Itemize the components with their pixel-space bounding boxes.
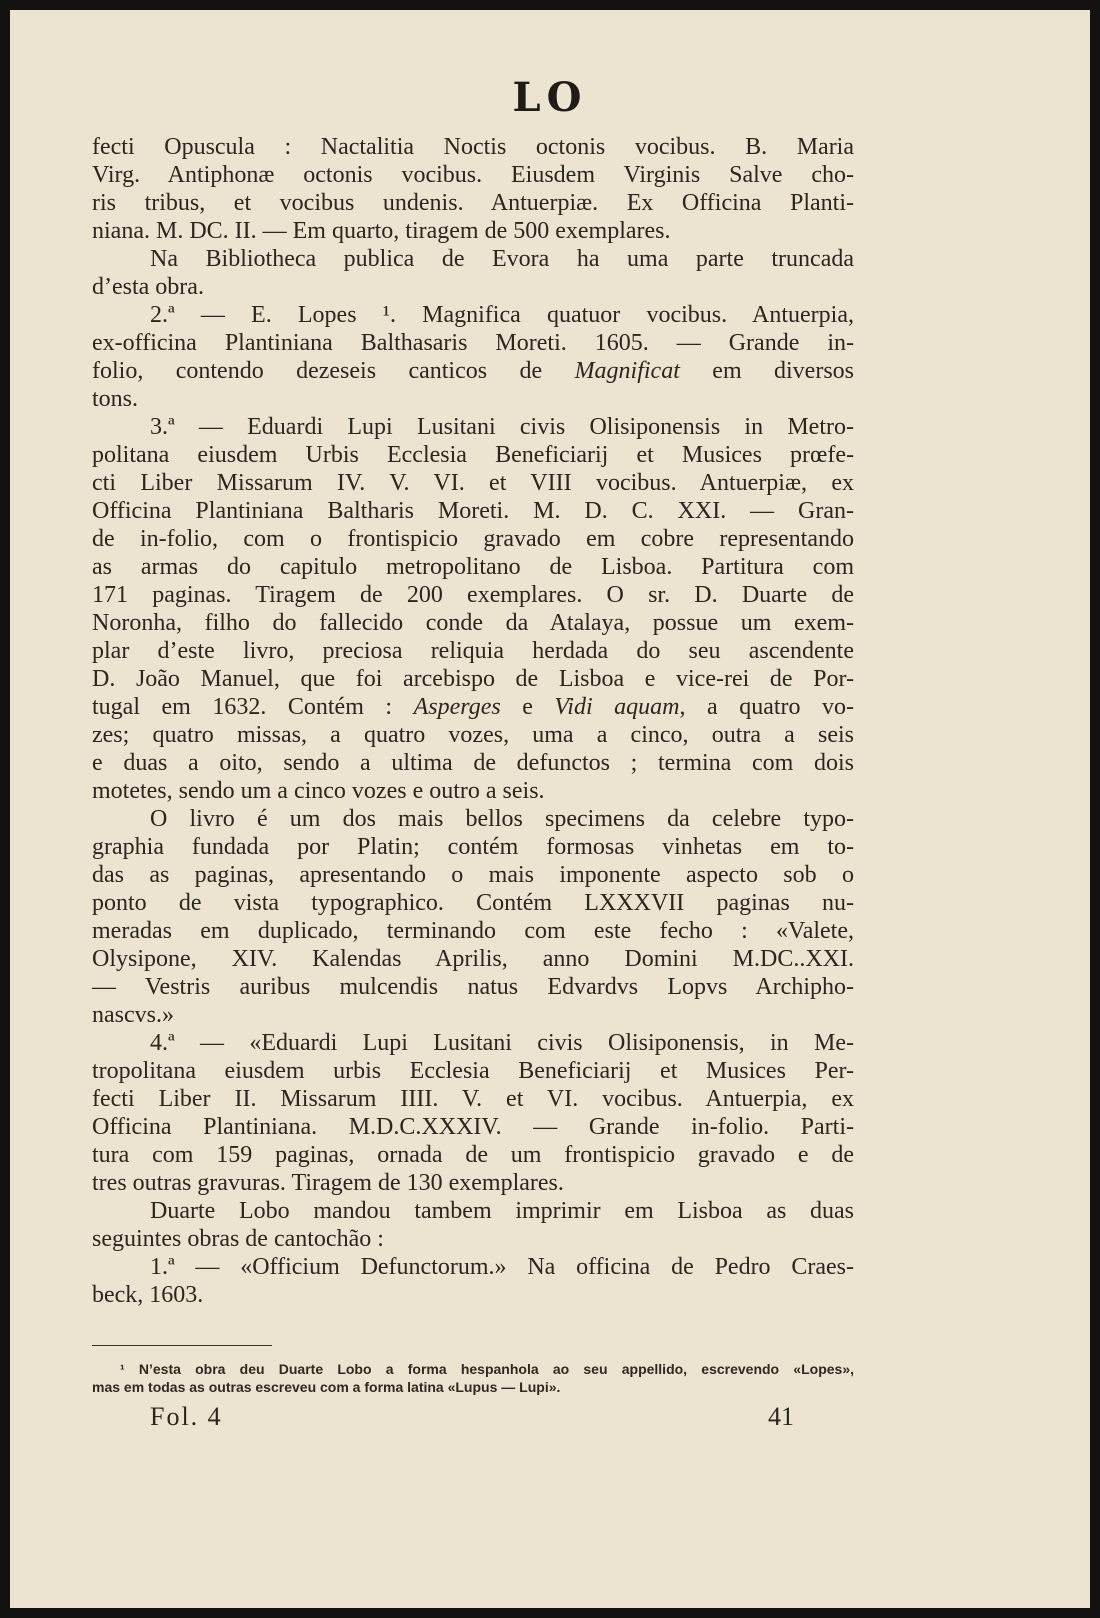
text-line: O livro é um dos mais bellos specimens da celebre typo-	[150, 806, 854, 832]
text-span: , a quatro vo-	[679, 694, 855, 720]
italic-title: Vidi aquam	[554, 694, 680, 720]
signature-mark: Fol. 4	[150, 1402, 223, 1431]
text-line: Virg. Antiphonæ octonis vocibus. Eiusdem Virginis Salve cho-	[92, 162, 854, 188]
text-line: graphia fundada por Platin; contém formosas vinhetas em to-	[92, 834, 854, 860]
running-header: LO	[512, 74, 588, 121]
text-line: meradas em duplicado, terminando com este fecho : «Valete,	[92, 918, 854, 944]
text-line: niana. M. DC. II. — Em quarto, tiragem de 500 exemplares.	[92, 218, 671, 244]
text-line: zes; quatro missas, a quatro vozes, uma a cinco, outra a seis	[92, 722, 854, 748]
text-line: e duas a oito, sendo a ultima de defunctos ; termina com dois	[92, 750, 854, 776]
text-line: 171 paginas. Tiragem de 200 exemplares. O sr. D. Duarte de	[92, 582, 854, 608]
text-line: cti Liber Missarum IV. V. VI. et VIII vocibus. Antuerpiæ, ex	[92, 470, 854, 496]
text-line: as armas do capitulo metropolitano de Lisboa. Partitura com	[92, 554, 854, 580]
text-line: D. João Manuel, que foi arcebispo de Lisboa e vice-rei de Por-	[92, 666, 854, 692]
text-line: tropolitana eiusdem urbis Ecclesia Beneficiarij et Musices Per-	[92, 1058, 854, 1084]
text-line: — Vestris auribus mulcendis natus Edvardvs Lopvs Archipho-	[92, 974, 854, 1000]
text-line: fecti Liber II. Missarum IIII. V. et VI. vocibus. Antuerpia, ex	[92, 1086, 854, 1112]
text-line: Officina Plantiniana Baltharis Moreti. M. D. C. XXI. — Gran-	[92, 498, 854, 524]
text-line: 3.ª — Eduardi Lupi Lusitani civis Olisiponensis in Metro-	[150, 414, 854, 440]
text-span: folio, contendo dezeseis canticos de	[92, 358, 543, 384]
text-line: Officina Plantiniana. M.D.C.XXXIV. — Grande in-folio. Parti-	[92, 1114, 854, 1140]
page-number: 41	[768, 1402, 794, 1431]
text-line: seguintes obras de cantochão :	[92, 1226, 384, 1252]
text-line: d’esta obra.	[92, 274, 204, 300]
footnote-line: ¹ N’esta obra deu Duarte Lobo a forma hespanhola ao seu appellido, escrevendo «Lopes»,	[120, 1361, 854, 1377]
text-line: das as paginas, apresentando o mais imponente aspecto sob o	[92, 862, 854, 888]
text-line: tres outras gravuras. Tiragem de 130 exemplares.	[92, 1170, 564, 1196]
text-line: Duarte Lobo mandou tambem imprimir em Lisboa as duas	[150, 1198, 854, 1224]
footnote	[92, 1360, 854, 1396]
body-text	[92, 133, 854, 1309]
text-line: plar d’este livro, preciosa reliquia herdada do seu ascendente	[92, 638, 854, 664]
text-line	[92, 693, 854, 721]
text-line: ex-officina Plantiniana Balthasaris Moreti. 1605. — Grande in-	[92, 330, 854, 356]
text-line: tons.	[92, 386, 139, 412]
text-line: Na Bibliotheca publica de Evora ha uma parte truncada	[150, 246, 854, 272]
text-line: de in-folio, com o frontispicio gravado em cobre representando	[92, 526, 854, 552]
text-span: tugal em 1632. Contém :	[92, 694, 393, 720]
text-line	[92, 357, 854, 385]
text-span: em diversos	[712, 358, 855, 384]
text-line: 2.ª — E. Lopes ¹. Magnifica quatuor vocibus. Antuerpia,	[150, 302, 854, 328]
text-line: ris tribus, et vocibus undenis. Antuerpiæ. Ex Officina Planti-	[92, 190, 854, 216]
text-line: 4.ª — «Eduardi Lupi Lusitani civis Olisiponensis, in Me-	[150, 1030, 854, 1056]
italic-title: Asperges	[413, 694, 501, 720]
text-line: beck, 1603.	[92, 1282, 204, 1308]
text-line: politana eiusdem Urbis Ecclesia Beneficiarij et Musices prœfe-	[92, 442, 854, 468]
text-line: tura com 159 paginas, ornada de um frontispicio gravado e de	[92, 1142, 854, 1168]
footnote-rule	[92, 1345, 272, 1346]
footnote-line: mas em todas as outras escreveu com a forma latina «Lupus — Lupi».	[92, 1379, 561, 1395]
text-line: Olysipone, XIV. Kalendas Aprilis, anno Domini M.DC..XXI.	[92, 946, 854, 972]
text-line: Noronha, filho do fallecido conde da Atalaya, possue um exem-	[92, 610, 854, 636]
text-line: ponto de vista typographico. Contém LXXXVII paginas nu-	[92, 890, 854, 916]
text-line: motetes, sendo um a cinco vozes e outro a seis.	[92, 778, 545, 804]
text-line: 1.ª — «Officium Defunctorum.» Na officina de Pedro Craes-	[150, 1254, 854, 1280]
text-line: nascvs.»	[92, 1002, 174, 1028]
text-line: fecti Opuscula : Nactalitia Noctis octonis vocibus. B. Maria	[92, 134, 854, 160]
italic-title: Magnificat	[574, 358, 680, 384]
text-span: e	[522, 694, 533, 720]
